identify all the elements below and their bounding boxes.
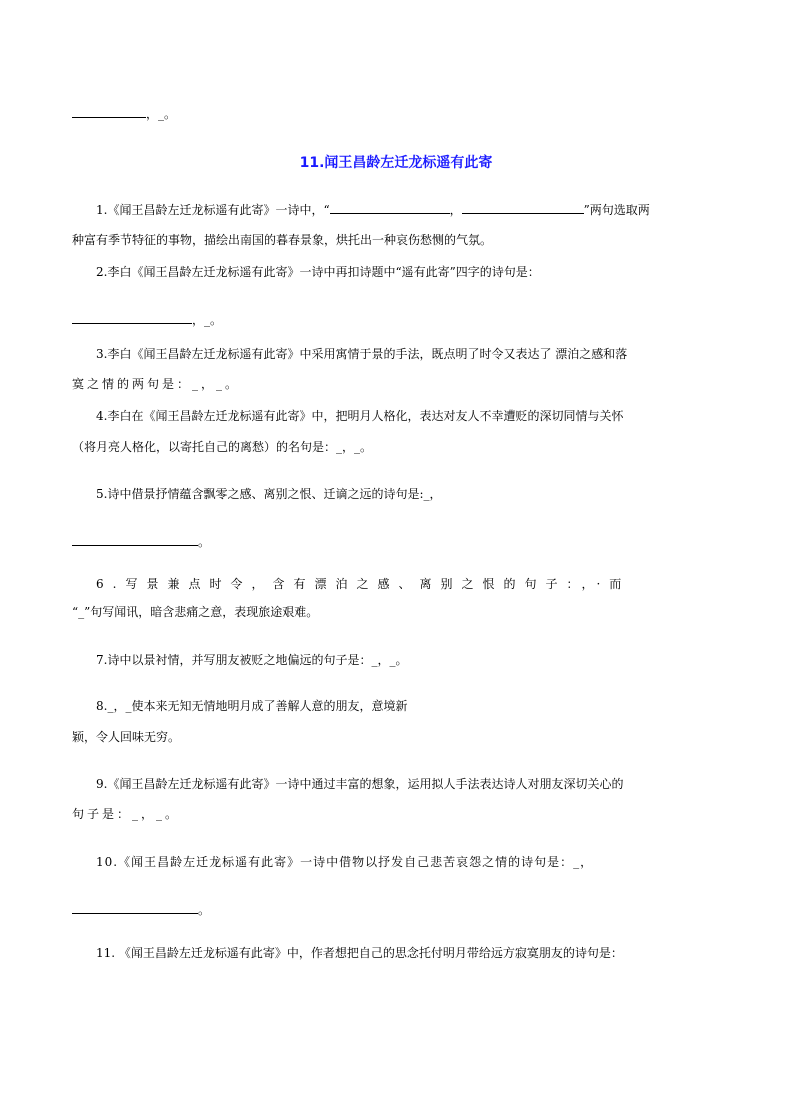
- question-8-line-1: 8._，_使本来无知无情地明月成了善解人意的朋友，意境新: [96, 699, 408, 713]
- section-title: 11.闻王昌龄左迁龙标遥有此寄: [299, 155, 493, 171]
- top-answer-line: [72, 105, 176, 122]
- question-9-line-2: 句子是：_，_。: [72, 807, 181, 821]
- question-10-line-1: 10.《闻王昌龄左迁龙标遥有此寄》一诗中借物以抒发自己悲苦哀怨之情的诗句是：_，: [96, 855, 594, 869]
- question-1-line-1: [96, 201, 650, 218]
- question-1-line-2: 种富有季节特征的事物，描绘出南国的暮春景象，烘托出一种哀伤愁恻的气氛。: [72, 233, 493, 247]
- question-2-answer-line: [72, 311, 222, 328]
- answer-blank: [72, 105, 146, 118]
- question-text: 1.《闻王昌龄左迁龙标遥有此寄》一诗中，“: [96, 203, 330, 217]
- line-text: 。: [198, 535, 211, 549]
- answer-blank: [72, 901, 198, 914]
- answer-blank: [330, 201, 450, 214]
- question-text: ”两句选取两: [583, 203, 650, 217]
- question-10-answer-line: [72, 901, 210, 918]
- question-4-line-1: 4.李白在《闻王昌龄左迁龙标遥有此寄》中，把明月人格化，表达对友人不幸遭贬的深切同情与关怀: [96, 409, 624, 423]
- question-3-line-2: 寞之情的两句是：_，_。: [72, 377, 241, 391]
- line-text: ，_。: [146, 107, 177, 121]
- question-4-line-2: （将月亮人格化，以寄托自己的离愁）的名句是：_，_。: [72, 440, 373, 454]
- question-6-line-1: 6.写景兼点时令，含有漂泊之感、离别之恨的句子：，·而: [96, 577, 631, 591]
- question-8-line-2: 颖，令人回味无穷。: [72, 730, 181, 744]
- answer-blank: [72, 533, 198, 546]
- question-2-line-1: 2.李白《闻王昌龄左迁龙标遥有此寄》一诗中再扣诗题中“遥有此寄”四字的诗句是：: [96, 265, 540, 279]
- answer-blank: [462, 201, 584, 214]
- question-5-answer-line: [72, 533, 210, 550]
- separator: ，: [449, 203, 462, 217]
- line-text: ，_。: [192, 313, 223, 327]
- question-9-line-1: 9.《闻王昌龄左迁龙标遥有此寄》一诗中通过丰富的想象，运用拟人手法表达诗人对朋友深切关心的: [96, 777, 624, 791]
- question-6-line-2: “_”句写闻讯，暗含悲痛之意，表现旅途艰难。: [72, 605, 319, 619]
- question-7-line-1: 7.诗中以景衬情，并写朋友被贬之地偏远的句子是：_，_。: [96, 653, 408, 667]
- question-5-line-1: 5.诗中借景抒情蕴含飘零之感、离别之恨、迁谪之远的诗句是:_，: [96, 487, 442, 501]
- answer-blank: [72, 311, 192, 324]
- question-11-line-1: 11. 《闻王昌龄左迁龙标遥有此寄》中，作者想把自己的思念托付明月带给远方寂寞朋友的诗句是：: [96, 946, 623, 960]
- line-text: 。: [198, 903, 211, 917]
- question-3-line-1: 3.李白《闻王昌龄左迁龙标遥有此寄》中采用寓情于景的手法，既点明了时令又表达了 漂泊之感和落: [96, 347, 628, 361]
